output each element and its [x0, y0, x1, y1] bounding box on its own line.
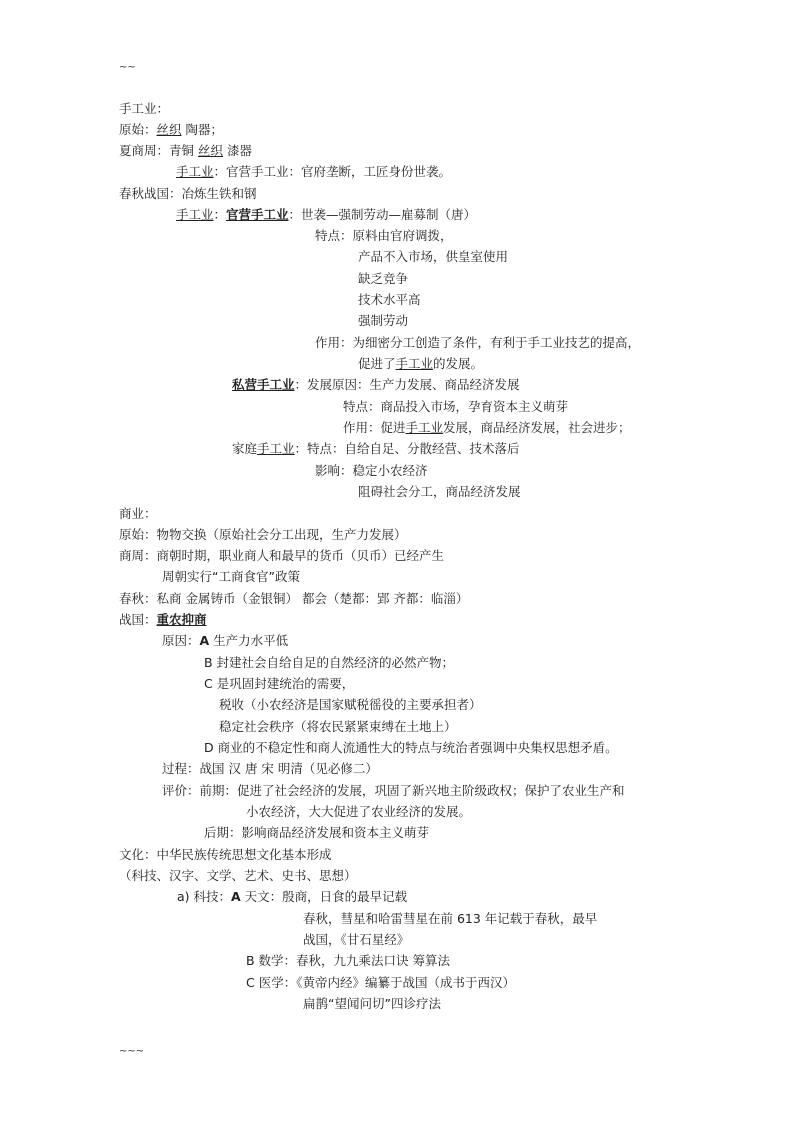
text-segment: 丝织: [156, 122, 182, 137]
text-segment: A: [199, 633, 210, 648]
text-segment: 重农抑商: [156, 612, 207, 627]
text-line: [315, 463, 428, 479]
text-line: [219, 697, 482, 713]
text-line: [119, 143, 252, 159]
text-segment: a) 科技：: [177, 889, 232, 904]
text-line: [119, 186, 257, 202]
text-line: [177, 889, 407, 905]
text-segment: 夏商周：青铜: [119, 143, 198, 158]
text-segment: 私营手工业: [232, 377, 295, 392]
text-segment: 产品不入市场，供皇室使用: [358, 249, 509, 264]
text-line: [246, 804, 471, 820]
text-line: [176, 207, 476, 223]
text-segment: ：发展原因：生产力发展、商品经济发展: [294, 377, 520, 392]
text-line: [162, 761, 378, 777]
text-segment: 丝织: [197, 143, 223, 158]
text-segment: （科技、汉字、文学、艺术、史书、思想）: [119, 868, 357, 883]
text-line: [204, 825, 429, 841]
text-segment: 的发展。: [433, 356, 484, 371]
text-line: [119, 612, 207, 628]
text-segment: 家庭: [232, 441, 258, 456]
text-line: [303, 911, 597, 927]
text-segment: 阻碍社会分工，商品经济发展: [358, 484, 521, 499]
text-segment: 春秋：私商 金属铸币（金银铜） 都会（楚都：郢 齐都：临淄）: [119, 591, 469, 606]
text-line: [119, 847, 332, 863]
text-segment: B 封建社会自给自足的自然经济的必然产物；: [204, 655, 455, 670]
text-line: [343, 420, 631, 436]
text-segment: 漆器: [223, 143, 252, 158]
text-segment: 手工业: [405, 420, 444, 435]
text-line: [343, 399, 568, 415]
text-line: [204, 740, 618, 756]
text-line: [358, 356, 483, 372]
text-segment: 小农经济，大大促进了农业经济的发展。: [246, 804, 472, 819]
text-segment: 税收（小农经济是国家赋税徭役的主要承担者）: [219, 697, 482, 712]
text-segment: 手工业: [395, 356, 434, 371]
text-line: [315, 228, 453, 244]
text-segment: 手工业: [176, 207, 214, 222]
text-line: [232, 441, 520, 457]
text-line: [358, 313, 408, 329]
text-segment: 后期：影响商品经济发展和资本主义萌芽: [204, 825, 430, 840]
text-line: [358, 292, 421, 308]
text-segment: 原始：: [119, 122, 157, 137]
text-segment: 评价：前期：促进了社会经济的发展，巩固了新兴地主阶级政权；保护了农业生产和: [162, 783, 625, 798]
page-header: ~~: [119, 62, 136, 73]
text-line: [232, 377, 520, 393]
text-segment: 生产力水平低: [209, 633, 289, 648]
text-segment: 战国，《甘石星经》: [303, 932, 410, 947]
text-segment: C 是巩固封建统治的需要，: [204, 676, 355, 691]
text-segment: ：: [213, 207, 227, 222]
text-segment: A: [231, 889, 241, 904]
text-line: [219, 719, 457, 735]
text-segment: 发展，商品经济发展，社会进步；: [443, 420, 631, 435]
text-line: [119, 868, 357, 884]
text-line: [303, 996, 441, 1012]
text-line: [204, 676, 354, 692]
text-segment: 特点：商品投入市场，孕育资本主义萌芽: [343, 399, 569, 414]
text-line: [176, 164, 451, 180]
text-line: [162, 633, 288, 649]
text-segment: C 医学：《黄帝内经》编纂于战国（成书于西汉）: [246, 975, 515, 990]
text-line: [358, 271, 408, 287]
text-line: [315, 335, 640, 351]
text-line: [119, 122, 223, 138]
text-line: [119, 527, 407, 543]
text-segment: 特点：原料由官府调拨，: [315, 228, 453, 243]
text-segment: 作用：为细密分工创造了条件，有利于手工业技艺的提高，: [315, 335, 641, 350]
text-segment: 促进了: [358, 356, 396, 371]
text-segment: 作用：促进: [343, 420, 406, 435]
text-segment: 过程：战国 汉 唐 宋 明清（见必修二）: [162, 761, 378, 776]
text-segment: 手工业: [176, 164, 214, 179]
text-line: [358, 484, 521, 500]
text-segment: 春秋战国：冶炼生铁和钢: [119, 186, 257, 201]
text-line: [303, 932, 409, 948]
text-segment: 缺乏竞争: [358, 271, 409, 286]
text-segment: 商业：: [119, 506, 157, 521]
text-segment: 扁鹊“望闻问切”四诊疗法: [303, 996, 441, 1011]
text-line: [246, 953, 450, 969]
text-segment: 官营手工业: [226, 207, 289, 222]
text-segment: 战国：: [119, 612, 157, 627]
text-line: [358, 249, 508, 265]
text-segment: 陶器；: [181, 122, 224, 137]
text-line: [162, 783, 625, 799]
text-line: [119, 548, 444, 564]
text-segment: 文化：中华民族传统思想文化基本形成: [119, 847, 332, 862]
page-footer: ~~~: [119, 1046, 145, 1057]
text-segment: D 商业的不稳定性和商人流通性大的特点与统治者强调中央集权思想矛盾。: [204, 740, 618, 755]
text-line: [204, 655, 454, 671]
text-segment: 强制劳动: [358, 313, 409, 328]
text-segment: 天文：殷商，日食的最早记载: [240, 889, 408, 904]
text-segment: 影响：稳定小农经济: [315, 463, 428, 478]
text-line: [162, 569, 300, 585]
text-segment: ：官营手工业：官府垄断，工匠身份世袭。: [213, 164, 452, 179]
text-segment: ：世袭—强制劳动—雇募制（唐）: [288, 207, 477, 222]
text-line: [119, 506, 157, 522]
text-segment: 春秋，彗星和哈雷彗星在前 613 年记载于春秋，最早: [303, 911, 598, 926]
text-segment: 技术水平高: [358, 292, 421, 307]
text-line: [119, 591, 468, 607]
text-line: [246, 975, 515, 991]
text-segment: 周朝实行“工商食官”政策: [162, 569, 300, 584]
text-segment: 手工业: [257, 441, 295, 456]
text-segment: B 数学：春秋，九九乘法口诀 筹算法: [246, 953, 451, 968]
text-segment: 原始：物物交换（原始社会分工出现，生产力发展）: [119, 527, 407, 542]
text-line: [119, 101, 169, 117]
text-segment: 商周：商朝时期，职业商人和最早的货币（贝币）已经产生: [119, 548, 445, 563]
text-segment: 手工业：: [119, 101, 170, 116]
text-segment: 稳定社会秩序（将农民紧紧束缚在土地上）: [219, 719, 457, 734]
text-segment: 原因：: [162, 633, 200, 648]
text-segment: ：特点：自给自足、分散经营、技术落后: [294, 441, 520, 456]
